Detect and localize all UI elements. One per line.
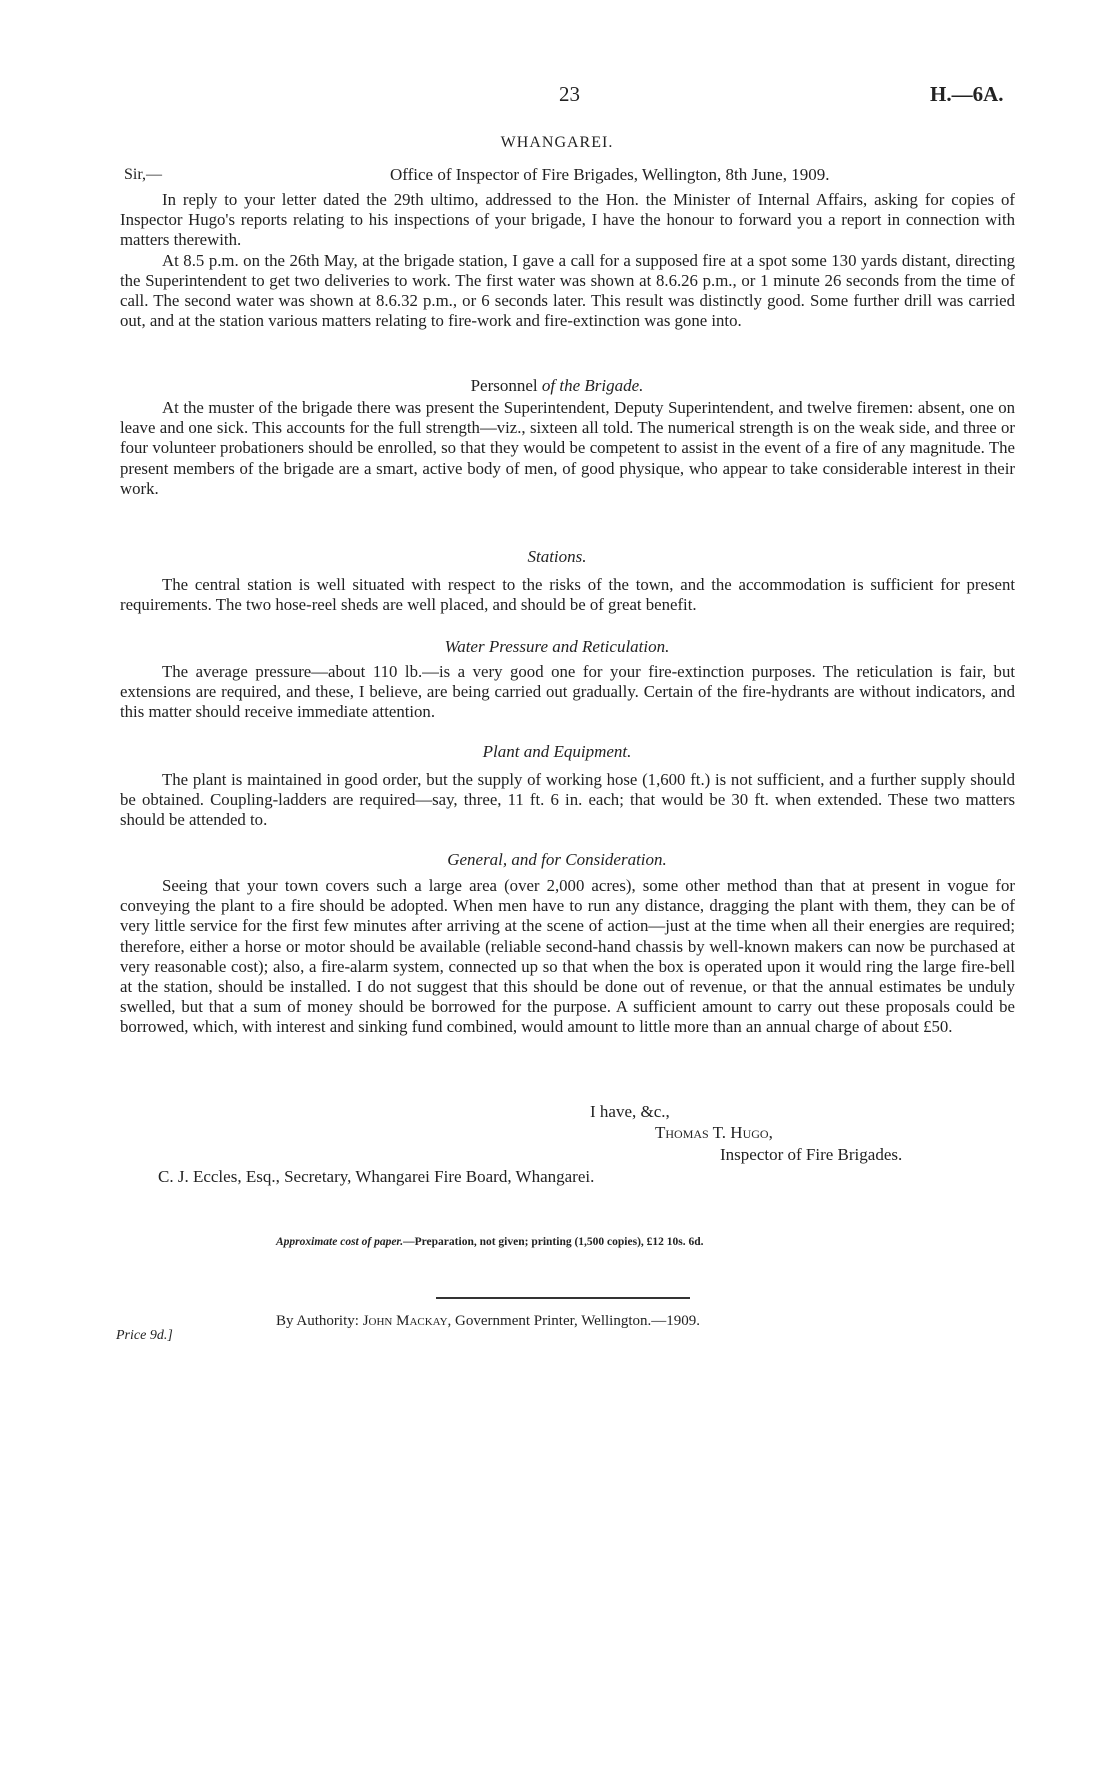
- paragraph-personnel: At the muster of the brigade there was present the Superintendent, Deputy Superintendent, and twelve firemen: absent, one on leave and one sick. This accounts for the full strength—viz., sixteen all told. The numerical strength is on the weak side, and three or four volunteer probationers should be enrolled, so that they would be competent to assist in the event of a fire of any magnitude. The present members of the brigade are a smart, active body of men, of good physique, who appear to take considerable interest in their work.: [120, 398, 1015, 498]
- paragraph-drill: At 8.5 p.m. on the 26th May, at the brigade station, I gave a call for a supposed fire at a spot some 130 yards distant, directing the Superintendent to get two deliveries to work. The first water was shown at 8.6.26 p.m., or 1 minute 26 seconds from the time of call. The second water was shown at 8.6.32 p.m., or 6 seconds later. This result was distinctly good. Some further drill was carried out, and at the station various matters relating to fire-work and fire-extinction was gone into.: [120, 250, 1015, 331]
- price: Price 9d.]: [116, 1328, 173, 1343]
- section-heading-personnel: Personnel of the Brigade.: [470, 376, 644, 395]
- addressee: C. J. Eccles, Esq., Secretary, Whangarei Fire Board, Whangarei.: [158, 1167, 595, 1186]
- section-heading-water: Water Pressure and Reticulation.: [444, 637, 670, 656]
- dateline: Office of Inspector of Fire Brigades, Wellington, 8th June, 1909.: [390, 165, 830, 184]
- section-stations: [120, 575, 1015, 615]
- paragraph-plant: The plant is maintained in good order, but the supply of working hose (1,600 ft.) is not sufficient, and a further supply should be obtained. Coupling-ladders are required—say, three, 11 ft. 6 in. each; that would be 30 ft. when extended. These two matters should be attended to.: [120, 770, 1015, 830]
- section-heading-general: General, and for Consideration.: [447, 850, 667, 869]
- closing: I have, &c.,: [590, 1102, 670, 1121]
- intro-block: [120, 190, 1015, 331]
- page-number: 23: [559, 82, 580, 106]
- printer-authority: By Authority: John Mackay, Government Printer, Wellington.—1909.: [276, 1313, 701, 1329]
- paragraph-stations: The central station is well situated with respect to the risks of the town, and the accommodation is sufficient for present requirements. The two hose-reel sheds are well placed, and should be of great benefit.: [120, 575, 1015, 615]
- document-title: WHANGAREI.: [500, 134, 614, 151]
- paragraph-reply: In reply to your letter dated the 29th ultimo, addressed to the Hon. the Minister of Internal Affairs, asking for copies of Inspector Hugo's reports relating to his inspections of your brigade, I have the honour to forward you a report in connection with matters therewith.: [120, 190, 1015, 250]
- salutation: Sir,—: [124, 166, 163, 183]
- section-plant: [120, 770, 1015, 831]
- divider-rule: [436, 1297, 690, 1299]
- paragraph-water: The average pressure—about 110 lb.—is a very good one for your fire-extinction purposes. The reticulation is fair, but extensions are required, and these, I believe, are being carried out gradually. Certain of the fire-hydrants are without indicators, and this matter should receive immediate attention.: [120, 662, 1015, 722]
- section-heading-plant: Plant and Equipment.: [482, 742, 632, 761]
- signer-name: Thomas T. Hugo,: [655, 1123, 773, 1142]
- section-heading-stations: Stations.: [527, 547, 587, 566]
- document-reference: H.—6A.: [930, 82, 1004, 106]
- signer-title: Inspector of Fire Brigades.: [720, 1145, 903, 1164]
- section-water: [120, 662, 1015, 723]
- cost-of-paper: Approximate cost of paper.—Preparation, not given; printing (1,500 copies), £12 10s. 6d.: [276, 1236, 704, 1248]
- section-personnel: [120, 398, 1015, 499]
- section-general: [120, 876, 1015, 1038]
- paragraph-general: Seeing that your town covers such a large area (over 2,000 acres), some other method than that at present in vogue for conveying the plant to a fire should be adopted. When men have to run any distance, dragging the plant with them, they can be of very little service for the first few minutes after arriving at the scene of action—just at the time when all their energies are required; therefore, either a horse or motor should be available (reliable second-hand chassis by well-known makers can now be purchased at very reasonable cost); also, a fire-alarm system, connected up so that when the box is operated upon it would ring the large fire-bell at the station, should be installed. I do not suggest that this should be done out of revenue, or that the annual estimates be unduly swelled, but that a sum of money should be borrowed for the purpose. A sufficient amount to carry out these proposals could be borrowed, which, with interest and sinking fund combined, would amount to little more than an annual charge of about £50.: [120, 876, 1015, 1037]
